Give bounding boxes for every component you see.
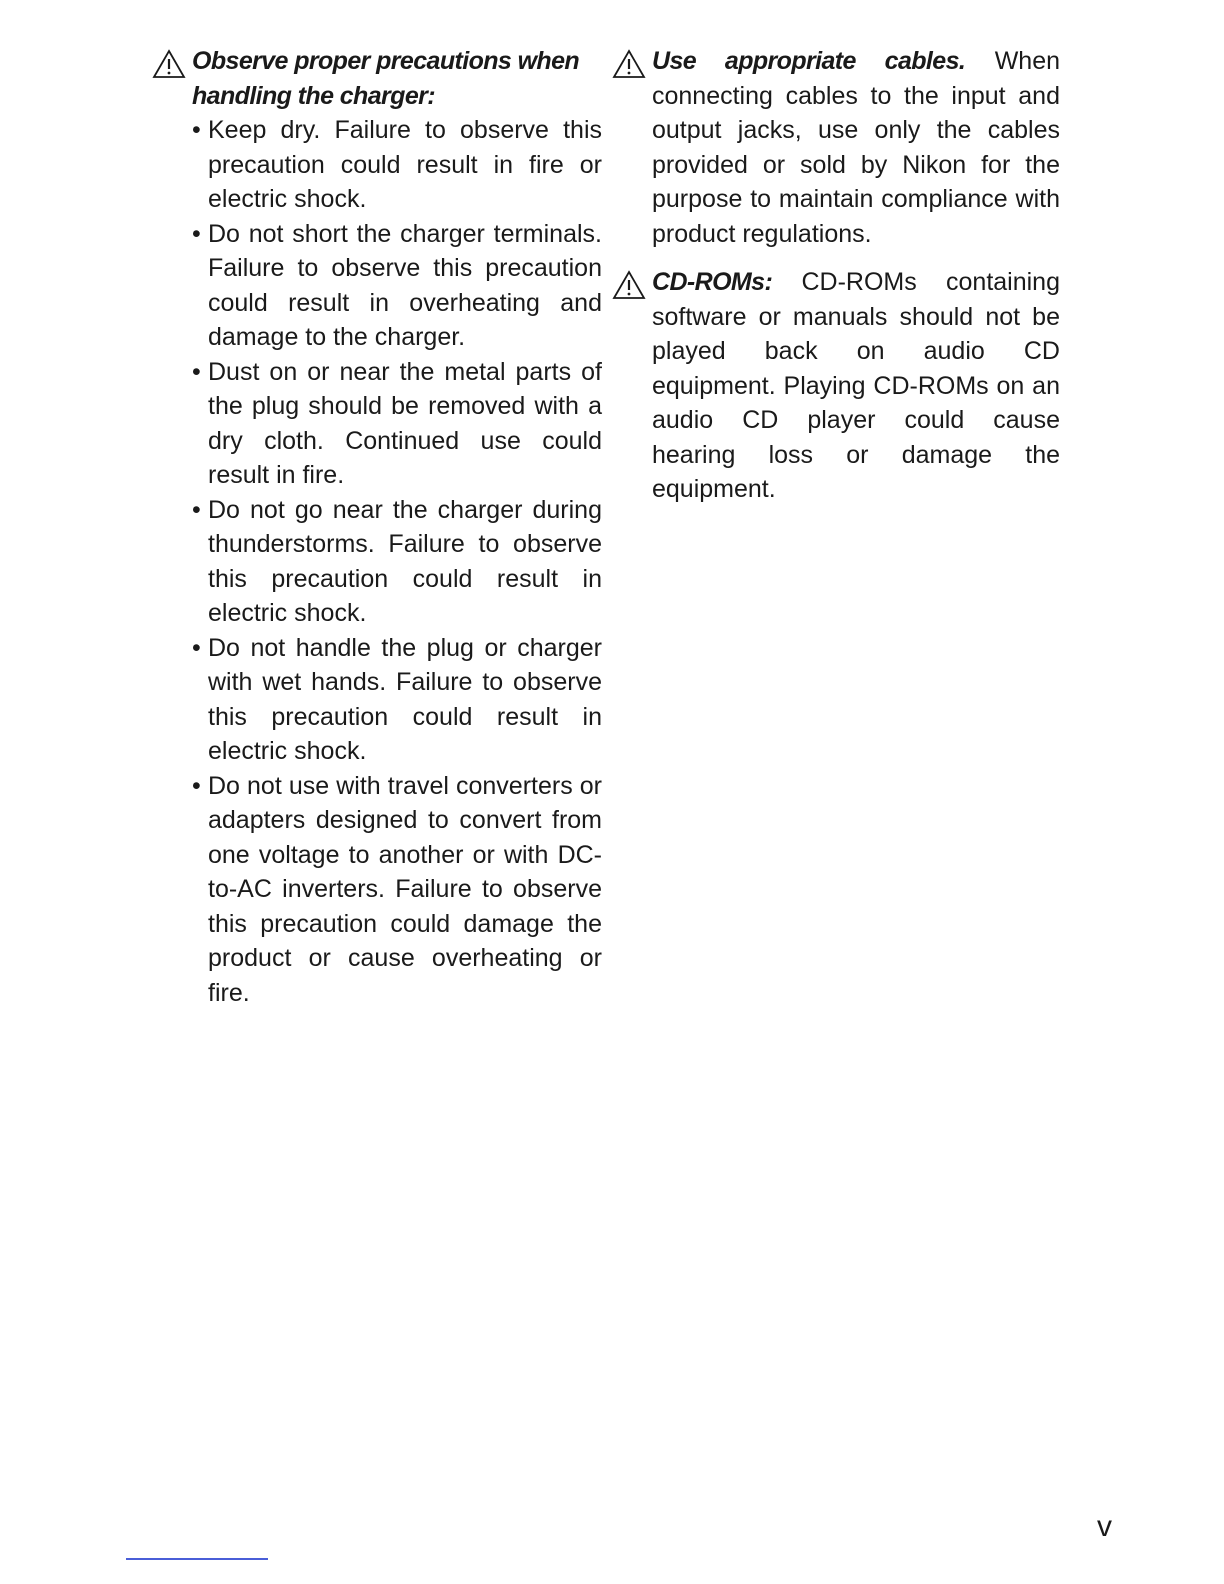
cables-paragraph: [652, 44, 1060, 251]
cdroms-section: [612, 265, 1060, 507]
right-column: [612, 44, 1060, 521]
warning-triangle-icon: [612, 49, 646, 79]
footer-rule: [126, 1558, 268, 1560]
list-item: • Keep dry. Failure to observe this precaution could result in fire or electric shock.: [192, 113, 602, 217]
list-item: • Do not handle the plug or charger with wet hands. Failure to observe this precaution could result in electric shock.: [192, 631, 602, 769]
list-item: • Do not short the charger terminals. Failure to observe this precaution could result in overheating and damage to the charger.: [192, 217, 602, 355]
page-number: v: [1097, 1510, 1112, 1543]
list-item: • Dust on or near the metal parts of the plug should be removed with a dry cloth. Continued use could result in fire.: [192, 355, 602, 493]
warning-triangle-icon: [152, 49, 186, 79]
warning-triangle-icon: [612, 270, 646, 300]
cdroms-text: CD-ROMs containing software or manuals should not be played back on audio CD equipment. Playing CD-ROMs on an audio CD player could cause hearing loss or damage the equipment.: [652, 268, 1060, 503]
list-item: • Do not use with travel converters or adapters designed to convert from one voltage to another or with DC-to-AC inverters. Failure to observe this precaution could damage the product or cause overheating or fire.: [192, 769, 602, 1011]
charger-precautions-heading: Observe proper precautions when handling the charger:: [192, 47, 580, 110]
list-item: • Do not go near the charger during thunderstorms. Failure to observe this precaution could result in electric shock.: [192, 493, 602, 631]
cdroms-paragraph: [652, 265, 1060, 507]
charger-precautions-list: [192, 113, 602, 1010]
charger-precautions-section: [152, 44, 602, 1010]
cables-heading: Use appropriate cables.: [652, 47, 966, 75]
cables-text: When connecting cables to the input and output jacks, use only the cables provided or sold by Nikon for the purpose to maintain compliance with product regulations.: [652, 47, 1060, 248]
cables-section: [612, 44, 1060, 251]
cdroms-heading: CD-ROMs:: [652, 268, 773, 296]
left-column: [152, 44, 602, 1024]
